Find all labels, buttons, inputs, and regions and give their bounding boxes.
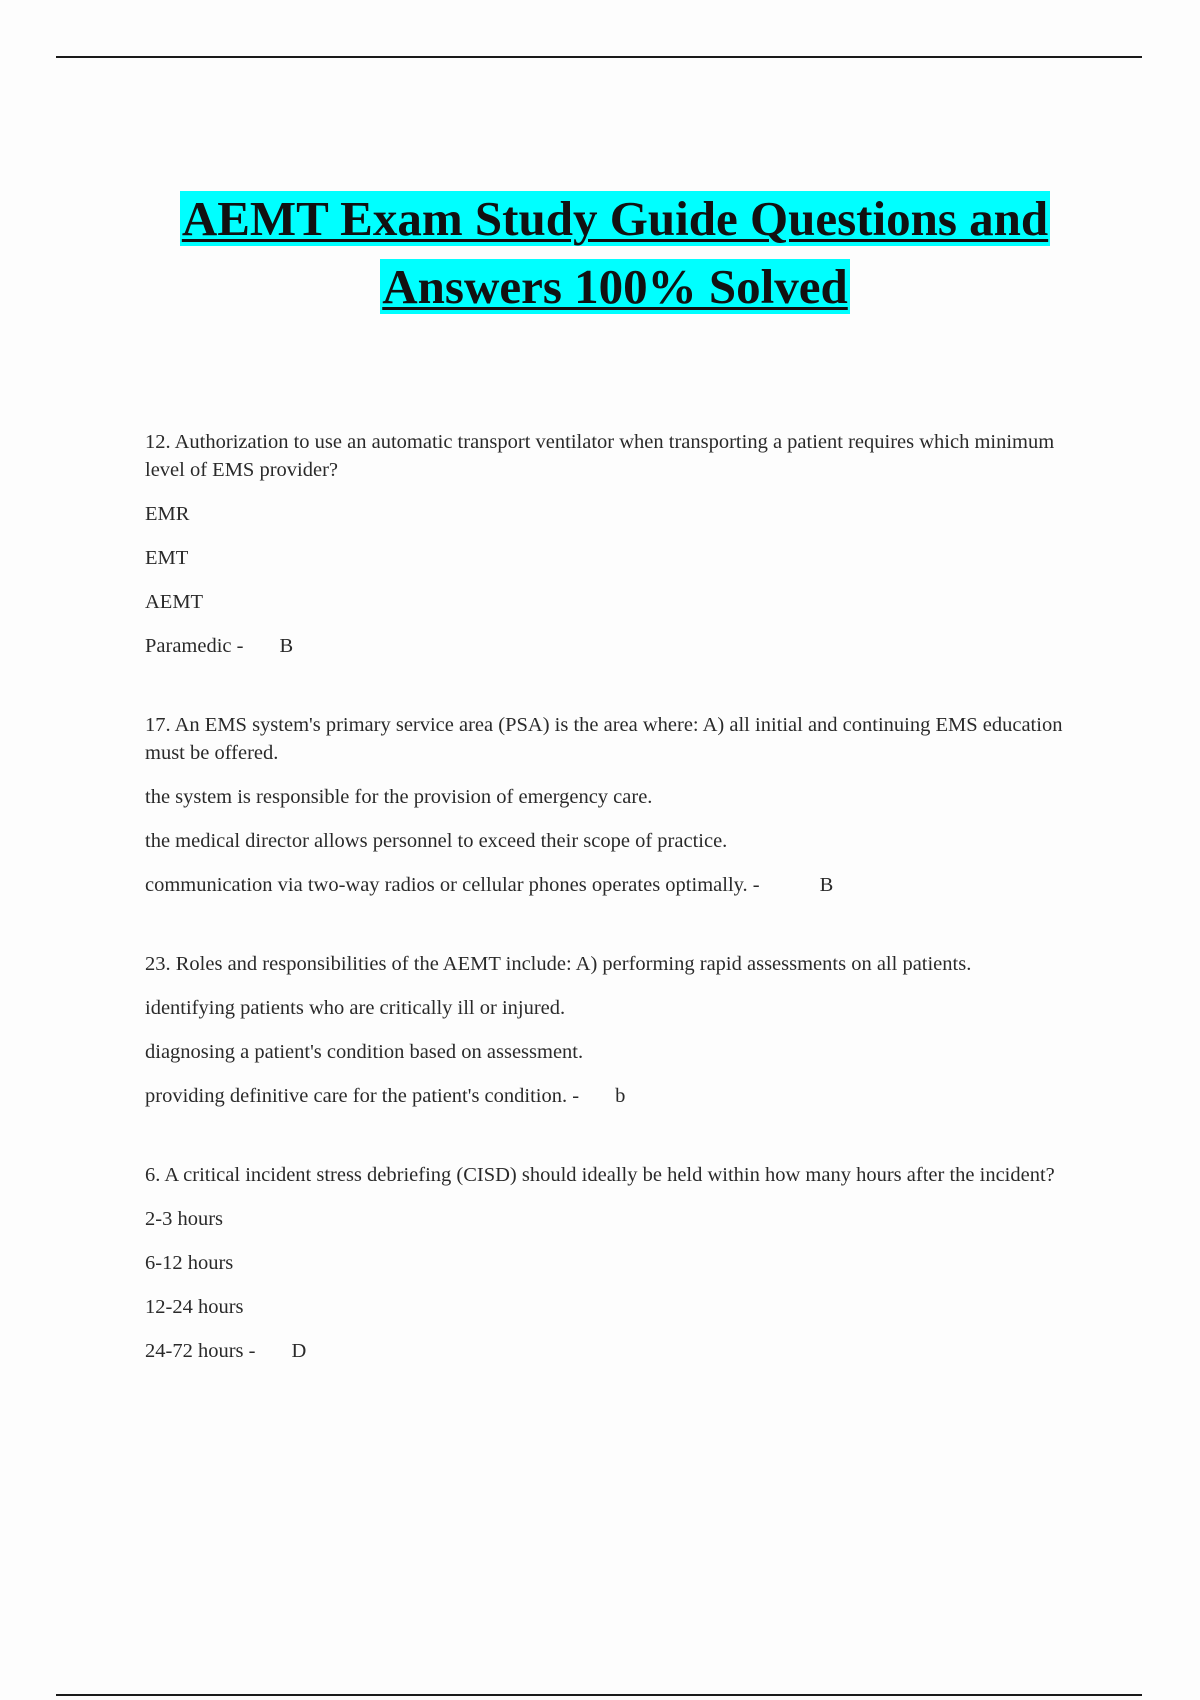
answer-key: B	[819, 874, 834, 896]
option-with-answer	[145, 871, 1065, 899]
footer-rule	[56, 1694, 1142, 1696]
title-line-1: AEMT Exam Study Guide Questions and	[181, 191, 1049, 246]
option-with-answer	[145, 1082, 1065, 1110]
question-text: 6. A critical incident stress debriefing (CISD) should ideally be held within how many hours after the incident?	[145, 1164, 1055, 1186]
option-text: communication via two-way radios or cellular phones operates optimally. -	[145, 874, 760, 896]
option: EMR	[145, 503, 190, 525]
question-17	[145, 711, 1065, 899]
option: identifying patients who are critically ill or injured.	[145, 997, 566, 1019]
question-12	[145, 428, 1065, 660]
option-with-answer	[145, 1337, 1065, 1365]
option: AEMT	[145, 591, 204, 613]
option: the medical director allows personnel to exceed their scope of practice.	[145, 830, 728, 852]
option-text: 24-72 hours -	[145, 1340, 256, 1362]
question-text: 23. Roles and responsibilities of the AEMT include: A) performing rapid assessments on all patients.	[145, 953, 972, 975]
option: EMT	[145, 547, 189, 569]
option: 6-12 hours	[145, 1252, 234, 1274]
option: diagnosing a patient's condition based on assessment.	[145, 1041, 584, 1063]
header-rule	[56, 56, 1142, 58]
option-with-answer	[145, 632, 1065, 660]
answer-key: B	[279, 635, 294, 657]
option-text: providing definitive care for the patient's condition. -	[145, 1085, 580, 1107]
title-line-2: Answers 100% Solved	[382, 259, 848, 314]
option: the system is responsible for the provision of emergency care.	[145, 786, 653, 808]
option: 12-24 hours	[145, 1296, 244, 1318]
question-6	[145, 1161, 1065, 1365]
option-text: Paramedic -	[145, 635, 244, 657]
answer-key: D	[291, 1340, 307, 1362]
answer-key: b	[615, 1085, 626, 1107]
document-title	[140, 185, 1090, 321]
option: 2-3 hours	[145, 1208, 224, 1230]
question-text: 12. Authorization to use an automatic transport ventilator when transporting a patient requires which minimum level of EMS provider?	[145, 431, 1055, 481]
questions-list	[145, 428, 1065, 1416]
question-23	[145, 950, 1065, 1110]
question-text: 17. An EMS system's primary service area (PSA) is the area where: A) all initial and continuing EMS education must be offered.	[145, 714, 1063, 764]
